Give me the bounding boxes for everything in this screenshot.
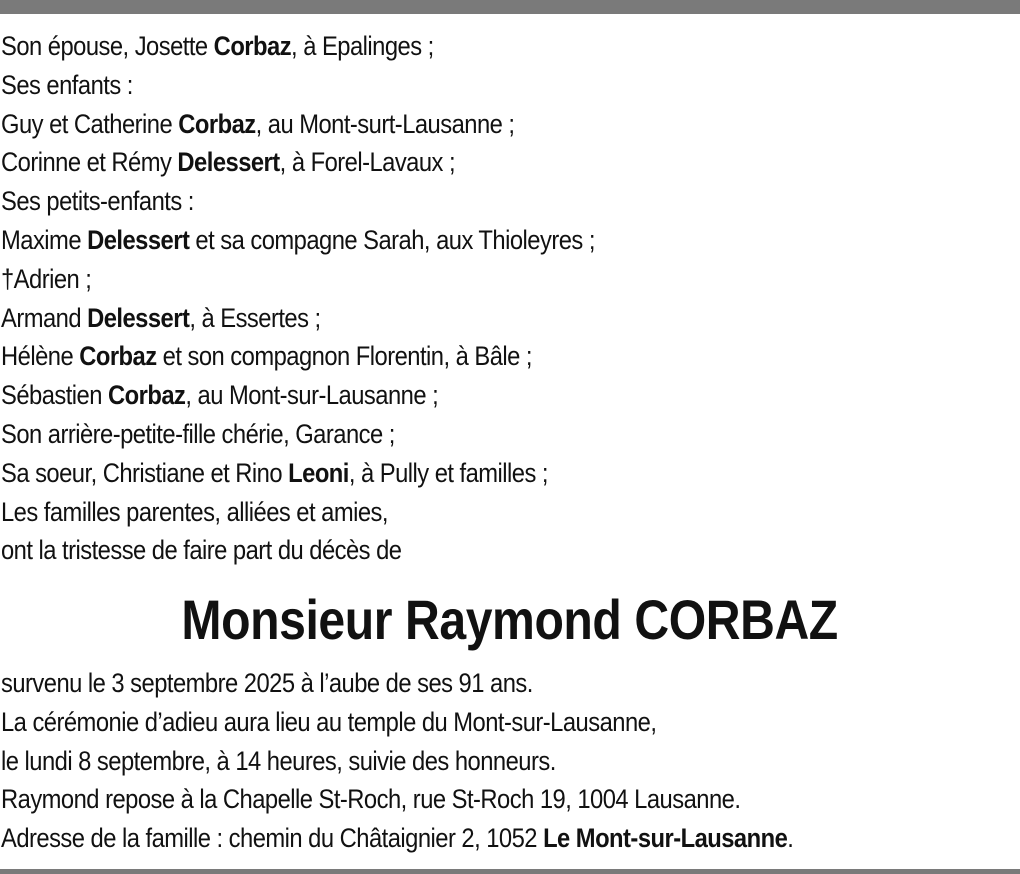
surname: Delessert bbox=[177, 147, 280, 178]
detail-line bbox=[1, 742, 793, 781]
line-text: Ses enfants : bbox=[1, 69, 133, 100]
line-text: et sa compagne Sarah, aux Thioleyres ; bbox=[189, 224, 595, 255]
top-rule bbox=[0, 0, 1020, 14]
line-text: Guy et Catherine bbox=[1, 108, 179, 139]
line-text: , à Forel-Lavaux ; bbox=[279, 147, 456, 178]
line-text: survenu le 3 septembre 2025 à l’aube de ses 91 ans. bbox=[1, 668, 533, 698]
line-text: Sa soeur, Christiane et Rino bbox=[1, 457, 289, 488]
family-line bbox=[1, 493, 595, 532]
detail-line bbox=[1, 819, 793, 858]
surname: Corbaz bbox=[108, 380, 186, 411]
detail-line bbox=[1, 664, 793, 703]
line-text: , à Epalinges ; bbox=[291, 31, 434, 61]
line-text: †Adrien ; bbox=[1, 263, 92, 294]
detail-line bbox=[1, 703, 793, 742]
family-line bbox=[1, 27, 595, 66]
surname: Corbaz bbox=[178, 108, 256, 139]
line-text: et son compagnon Florentin, à Bâle ; bbox=[156, 341, 532, 372]
family-line bbox=[1, 221, 595, 260]
bottom-rule bbox=[0, 869, 1020, 874]
family-line bbox=[1, 260, 595, 299]
line-text: Raymond repose à la Chapelle St-Roch, rue St-Roch 19, 1004 Lausanne. bbox=[1, 784, 741, 815]
line-text: , au Mont-surt-Lausanne ; bbox=[255, 108, 515, 139]
line-text: Son arrière-petite-fille chérie, Garance ; bbox=[1, 418, 395, 449]
family-town: Le Mont-sur-Lausanne bbox=[543, 823, 788, 854]
line-text: Corinne et Rémy bbox=[1, 147, 178, 178]
line-text: Armand bbox=[1, 302, 88, 333]
deceased-name-heading bbox=[0, 582, 1020, 658]
family-line bbox=[1, 66, 595, 105]
line-text: , à Pully et familles ; bbox=[348, 457, 549, 488]
family-line bbox=[1, 337, 595, 376]
line-text: , au Mont-sur-Lausanne ; bbox=[185, 380, 439, 411]
detail-line bbox=[1, 780, 793, 819]
surname: Delessert bbox=[87, 302, 190, 333]
line-text: Ses petits-enfants : bbox=[1, 186, 194, 217]
line-text: La cérémonie d’adieu aura lieu au temple du Mont-sur-Lausanne, bbox=[1, 706, 657, 737]
family-line bbox=[1, 143, 595, 182]
line-text: , à Essertes ; bbox=[189, 302, 321, 333]
family-line bbox=[1, 415, 595, 454]
family-line bbox=[1, 531, 595, 570]
family-line bbox=[1, 376, 595, 415]
surname: Delessert bbox=[87, 224, 190, 255]
family-line bbox=[1, 105, 595, 144]
family-list bbox=[1, 27, 595, 570]
family-line bbox=[1, 299, 595, 338]
line-text: Son épouse, Josette bbox=[1, 31, 214, 61]
line-text: . bbox=[787, 823, 794, 854]
line-text: Sébastien bbox=[1, 380, 109, 411]
line-text: ont la tristesse de faire part du décès de bbox=[1, 535, 402, 566]
deceased-name: Monsieur Raymond CORBAZ bbox=[181, 588, 839, 651]
line-text: Adresse de la famille : chemin du Châtaignier 2, 1052 bbox=[1, 823, 544, 854]
family-line bbox=[1, 182, 595, 221]
line-text: Hélène bbox=[1, 341, 80, 372]
line-text: Les familles parentes, alliées et amies, bbox=[1, 496, 388, 527]
surname: Leoni bbox=[288, 457, 349, 488]
surname: Corbaz bbox=[79, 341, 157, 372]
surname: Corbaz bbox=[213, 31, 292, 61]
line-text: Maxime bbox=[1, 224, 88, 255]
family-line bbox=[1, 454, 595, 493]
line-text: le lundi 8 septembre, à 14 heures, suivie des honneurs. bbox=[1, 745, 556, 776]
ceremony-details bbox=[1, 664, 793, 858]
